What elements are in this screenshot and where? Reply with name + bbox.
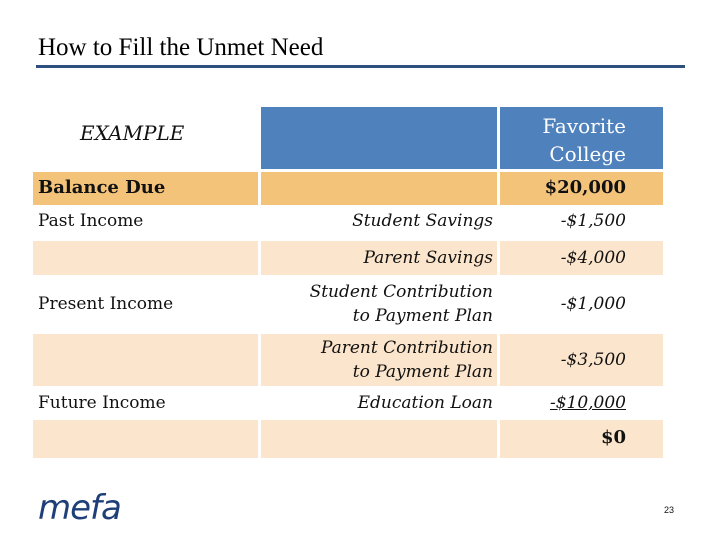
total-value: $0 bbox=[600, 427, 626, 448]
category-cell bbox=[33, 205, 258, 238]
mefa-logo: mefa bbox=[38, 488, 121, 528]
table-row bbox=[33, 334, 663, 386]
table-row bbox=[33, 205, 663, 238]
item-label-line1: Student Contribution bbox=[309, 282, 493, 302]
header-blank-cell bbox=[261, 107, 497, 169]
college-header-line1: Favorite bbox=[542, 114, 626, 138]
category-label: Present Income bbox=[38, 294, 174, 314]
total-blank-cell-2 bbox=[261, 420, 497, 458]
item-label: Education Loan bbox=[357, 393, 493, 413]
category-cell bbox=[33, 388, 258, 418]
amount-cell bbox=[500, 277, 663, 331]
college-header-line2: College bbox=[549, 142, 626, 166]
item-label-line1: Parent Contribution bbox=[320, 338, 493, 358]
item-label: Parent Savings bbox=[363, 248, 493, 268]
item-label-line2: to Payment Plan bbox=[352, 306, 493, 326]
balance-value-cell bbox=[500, 172, 663, 205]
category-label: Past Income bbox=[38, 211, 144, 231]
amount-cell bbox=[500, 205, 663, 238]
category-cell bbox=[33, 334, 258, 386]
amount-value: -$10,000 bbox=[549, 393, 626, 413]
amount-value: -$4,000 bbox=[560, 248, 626, 268]
item-cell bbox=[261, 205, 497, 238]
table-row bbox=[33, 277, 663, 331]
item-label-line2: to Payment Plan bbox=[352, 362, 493, 382]
balance-value: $20,000 bbox=[544, 177, 626, 198]
table-row bbox=[33, 388, 663, 418]
amount-value: -$1,000 bbox=[560, 294, 626, 314]
college-header-cell bbox=[500, 107, 663, 169]
amount-value: -$3,500 bbox=[560, 350, 626, 370]
amount-cell bbox=[500, 334, 663, 386]
balance-label-cell bbox=[33, 172, 258, 205]
category-cell bbox=[33, 241, 258, 275]
example-label: EXAMPLE bbox=[80, 121, 185, 145]
category-label: Future Income bbox=[38, 393, 166, 413]
total-row bbox=[33, 420, 663, 458]
example-cell bbox=[33, 107, 258, 169]
item-cell bbox=[261, 334, 497, 386]
page-number: 23 bbox=[664, 505, 675, 515]
slide-title: How to Fill the Unmet Need bbox=[38, 34, 324, 61]
category-cell bbox=[33, 277, 258, 331]
amount-cell bbox=[500, 388, 663, 418]
total-blank-cell-1 bbox=[33, 420, 258, 458]
amount-value: -$1,500 bbox=[560, 211, 626, 231]
item-cell bbox=[261, 241, 497, 275]
item-label: Student Savings bbox=[352, 211, 493, 231]
balance-row bbox=[33, 172, 663, 205]
title-underline bbox=[36, 65, 685, 68]
item-cell bbox=[261, 277, 497, 331]
item-cell bbox=[261, 388, 497, 418]
header-row bbox=[33, 107, 663, 169]
balance-label: Balance Due bbox=[38, 177, 166, 198]
table-row bbox=[33, 241, 663, 275]
total-value-cell bbox=[500, 420, 663, 458]
balance-blank-cell bbox=[261, 172, 497, 205]
amount-cell bbox=[500, 241, 663, 275]
